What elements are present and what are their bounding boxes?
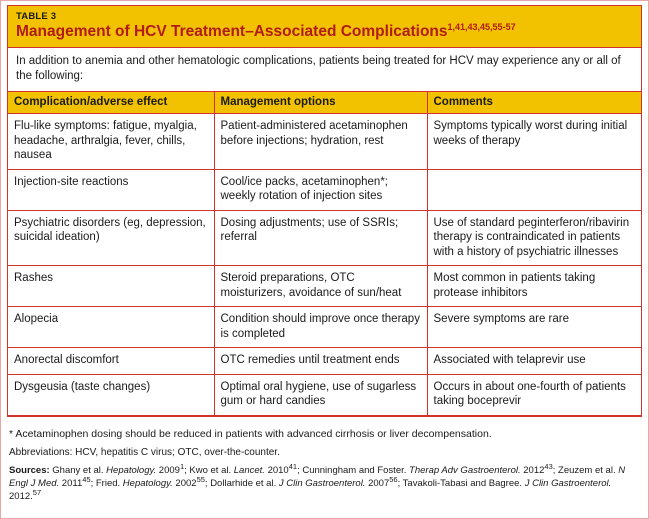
sources-text: Ghany et al. Hepatology. 2009$^1$; Kwo et al. Lancet. 2010$^{41}$; Cunningham and Foster. Therap Adv Gastroenterol. 2012$^{43}$; Zeuzem et al. N Engl J Med. 2011$^{45}$; Fried. Hepatology. 2002$^{55}$; Dollarhide et al. J Clin Gastroenterol. 2007$^{56}$; Tavakoli-Tabasi and Bagree. J Clin Gastroenterol. 2012.57 xyxy=(9,461,626,502)
footnote-asterisk: * Acetaminophen dosing should be reduced in patients with advanced cirrhosis or liver decompensation. xyxy=(9,428,492,440)
cell-management: Steroid preparations, OTC moisturizers, avoidance of sun/heat xyxy=(214,266,427,307)
table-row xyxy=(8,348,641,375)
cell-complication: Flu-like symptoms: fatigue, myalgia, headache, arthralgia, fever, chills, nausea xyxy=(8,114,214,170)
cell-complication: Alopecia xyxy=(8,307,214,348)
cell-management: Dosing adjustments; use of SSRIs; referral xyxy=(214,210,427,266)
abbreviations-note: Abbreviations: HCV, hepatitis C virus; OTC, over-the-counter. xyxy=(9,447,280,458)
footnotes xyxy=(7,421,642,507)
cell-comments xyxy=(427,169,641,210)
cell-comments: Most common in patients taking protease inhibitors xyxy=(427,266,641,307)
table-row xyxy=(8,307,641,348)
table-intro-text: In addition to anemia and other hematologic complications, patients being treated for HCV may experience any or all of the following: xyxy=(8,48,641,92)
complications-table xyxy=(8,92,641,416)
table-title-text: Management of HCV Treatment–Associated Complications xyxy=(16,23,448,40)
cell-complication: Anorectal discomfort xyxy=(8,348,214,375)
table-row xyxy=(8,266,641,307)
cell-complication: Psychiatric disorders (eg, depression, suicidal ideation) xyxy=(8,210,214,266)
cell-management: Condition should improve once therapy is completed xyxy=(214,307,427,348)
table-label: TABLE 3 xyxy=(16,11,57,22)
table-row xyxy=(8,114,641,170)
cell-comments: Occurs in about one-fourth of patients taking boceprevir xyxy=(427,374,641,415)
cell-management: Patient-administered acetaminophen before injections; hydration, rest xyxy=(214,114,427,170)
cell-comments: Associated with telaprevir use xyxy=(427,348,641,375)
cell-complication: Injection-site reactions xyxy=(8,169,214,210)
cell-management: OTC remedies until treatment ends xyxy=(214,348,427,375)
table-title-superscript: 1,41,43,45,55-57 xyxy=(447,21,516,32)
table-row xyxy=(8,169,641,210)
table-header-row xyxy=(8,92,641,114)
table-header-band xyxy=(8,6,641,48)
table-row xyxy=(8,210,641,266)
cell-complication: Rashes xyxy=(8,266,214,307)
cell-comments: Symptoms typically worst during initial weeks of therapy xyxy=(427,114,641,170)
table-row xyxy=(8,374,641,415)
cell-comments: Use of standard peginterferon/ribavirin therapy is contraindicated in patients with a history of psychiatric illnesses xyxy=(427,210,641,266)
column-header-complication: Complication/adverse effect xyxy=(8,92,214,114)
column-header-management: Management options xyxy=(214,92,427,114)
table-3-container xyxy=(7,5,642,417)
cell-management: Cool/ice packs, acetaminophen*; weekly rotation of injection sites xyxy=(214,169,427,210)
sources-note xyxy=(9,461,634,503)
sources-prefix: Sources: xyxy=(9,465,53,476)
table-title xyxy=(16,23,633,41)
cell-management: Optimal oral hygiene, use of sugarless gum or hard candies xyxy=(214,374,427,415)
cell-comments: Severe symptoms are rare xyxy=(427,307,641,348)
column-header-comments: Comments xyxy=(427,92,641,114)
cell-complication: Dysgeusia (taste changes) xyxy=(8,374,214,415)
